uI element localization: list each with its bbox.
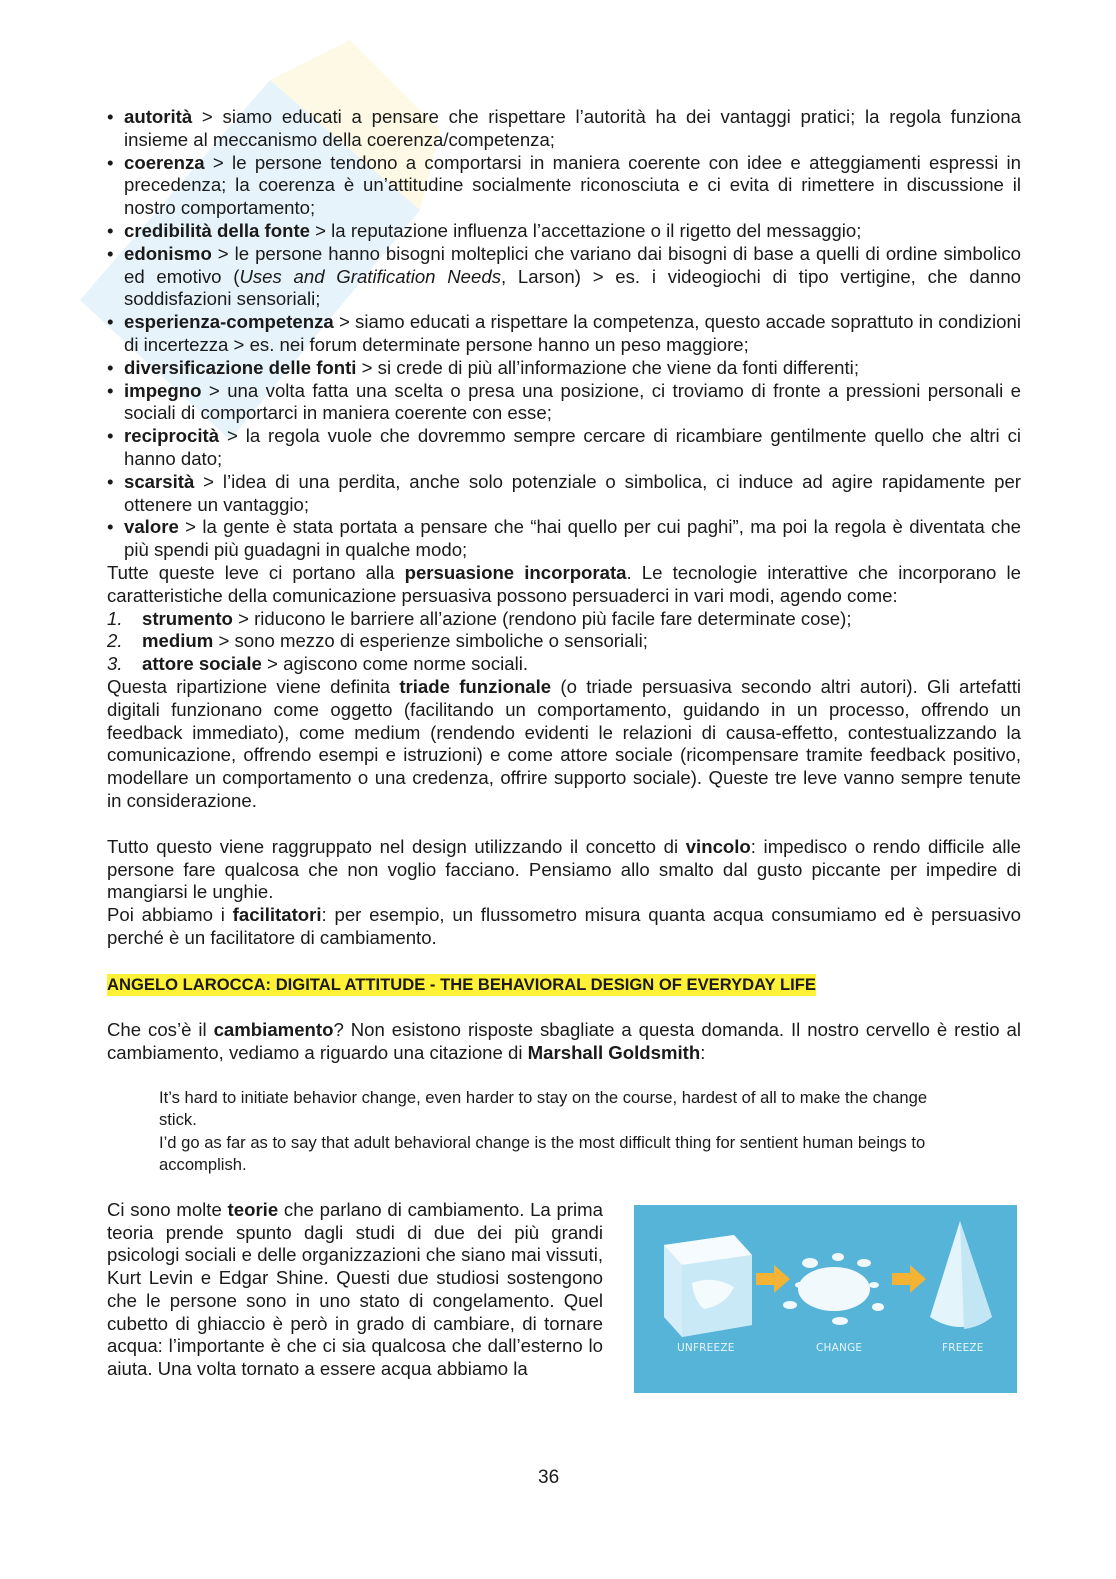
arrow-right-icon [756,1265,790,1293]
spacer [107,950,1021,973]
list-item: 3. attore sociale > agiscono come norme sociali. [107,653,529,675]
theory-section [107,1199,1021,1411]
persuasion-rules-list [107,106,1021,562]
change-label: CHANGE [816,1341,863,1354]
unfreeze-change-freeze-figure [634,1205,1017,1393]
list-item: • credibilità della fonte > la reputazione influenza l’accettazione o il rigetto del messaggio; [107,220,1021,243]
vincolo-paragraph: Tutto questo viene raggruppato nel design utilizzando il concetto di vincolo: impedisco o rendo difficile alle persone fare qualcosa che non voglio facciano. Pensiamo allo smalto dal gusto piccante per impedire di mangiarsi le unghie. [107,835,1021,903]
arrow-right-icon [892,1265,926,1293]
goldsmith-quote [159,1087,969,1177]
list-item: • autorità > siamo educati a pensare che rispettare l’autorità ha dei vantaggi pratici; la regola funziona insieme al meccanismo della coerenza/competenza; [107,106,1021,152]
quote-line: It’s hard to initiate behavior change, even harder to stay on the course, hardest of all to make the change stick. [159,1088,928,1130]
section-heading: ANGELO LAROCCA: DIGITAL ATTITUDE - THE BEHAVIORAL DESIGN OF EVERYDAY LIFE [107,974,816,997]
functional-triad-list [107,608,1021,676]
list-item: • impegno > una volta fatta una scelta o presa una posizione, ci troviamo di fronte a pressioni personali e sociali di comportarci in maniera coerente con esse; [107,380,1021,426]
list-item: • valore > la gente è stata portata a pensare che “hai quello per cui paghi”, ma poi la regola è diventata che più spendi più guadagni in qualche modo; [107,516,1021,562]
cambiamento-paragraph: Che cos’è il cambiamento? Non esistono risposte sbagliate a questa domanda. Il nostro cervello è restio al cambiamento, vediamo a riguardo una citazione di Marshall Goldsmith: [107,1019,1021,1064]
ice-cube-icon [664,1235,752,1337]
list-item: • scarsità > l’idea di una perdita, anche solo potenziale o simbolica, ci induce ad agire rapidamente per ottenere un vantaggio; [107,471,1021,517]
list-item: • edonismo > le persone hanno bisogni molteplici che variano dai bisogni di base a quelli di ordine simbolico ed emotivo (Uses and Gratification Needs, Larson) > es. i videogiochi di tipo vertigine, che danno soddisfazioni sensoriali; [107,243,1021,311]
list-item: • esperienza-competenza > siamo educati a rispettare la competenza, questo accade soprattuto in condizioni di incertezza > es. nei forum determinate persone hanno un peso maggiore; [107,311,1021,357]
ice-cone-icon [930,1221,992,1329]
quote-line: I’d go as far as to say that adult behavioral change is the most difficult thing for sentient human beings to accomplish. [159,1132,926,1175]
unfreeze-label: UNFREEZE [677,1341,735,1354]
spacer [107,996,1021,1019]
facilitatori-paragraph: Poi abbiamo i facilitatori: per esempio, un flussometro misura quanta acqua consumiamo ed è persuasivo perché è un facilitatore di cambiamento. [107,904,1022,948]
persuasion-paragraph: Tutte queste leve ci portano alla persuasione incorporata. Le tecnologie interattive che incorporano le caratteristiche della comunicazione persuasiva possono persuaderci in vari modi, agendo come: [107,561,1021,606]
document-page [107,106,1021,1411]
figure-illustration [634,1205,1017,1393]
list-item: • coerenza > le persone tendono a comportarsi in maniera coerente con idee e atteggiamenti espressi in precedenza; la coerenza è un’attitudine socialmente riconosciuta e ci evita di rimettere in discussione il nostro comportamento; [107,152,1021,220]
spacer [107,813,1021,836]
water-puddle-icon [783,1253,884,1325]
page-number: 36 [538,1467,560,1488]
list-item: • diversificazione delle fonti > si crede di più all’informazione che viene da fonti differenti; [107,357,1021,380]
list-item: 2. medium > sono mezzo di esperienze simboliche o sensoriali; [107,630,648,652]
freeze-label: FREEZE [942,1341,984,1354]
list-item: • reciprocità > la regola vuole che dovremmo sempre cercare di ricambiare gentilmente quello che altri ci hanno dato; [107,425,1021,471]
teorie-paragraph: Ci sono molte teorie che parlano di cambiamento. La prima teoria prende spunto dagli studi di due dei più grandi psicologi sociali e delle organizzazioni che siano mai vissuti, Kurt Levin e Edgar Shine. Questi due studiosi sostengono che le persone sono in uno stato di congelamento. Quel cubetto di ghiaccio è però in grado di cambiare, di tornare acqua: l’importante è che ci sia qualcosa che dall’esterno lo aiuta. Una volta tornato a essere acqua abbiamo la [107,1198,603,1380]
triade-paragraph: Questa ripartizione viene definita triade funzionale (o triade persuasiva secondo altri autori). Gli artefatti digitali funzionano come oggetto (facilitando un comportamento, guidando in un processo, offrendo un feedback immediato), come medium (rendendo evidenti le relazioni di causa-effetto, contestualizzando la comunicazione, offrendo esempi e istruzioni) e come attore sociale (ricompensare tramite feedback positivo, modellare un comportamento o una credenza, offrire supporto sociale). Queste tre leve vanno sempre tenute in considerazione. [107,675,1022,811]
list-item: 1. strumento > riducono le barriere all’azione (rendono più facile fare determinate cose); [107,607,852,629]
